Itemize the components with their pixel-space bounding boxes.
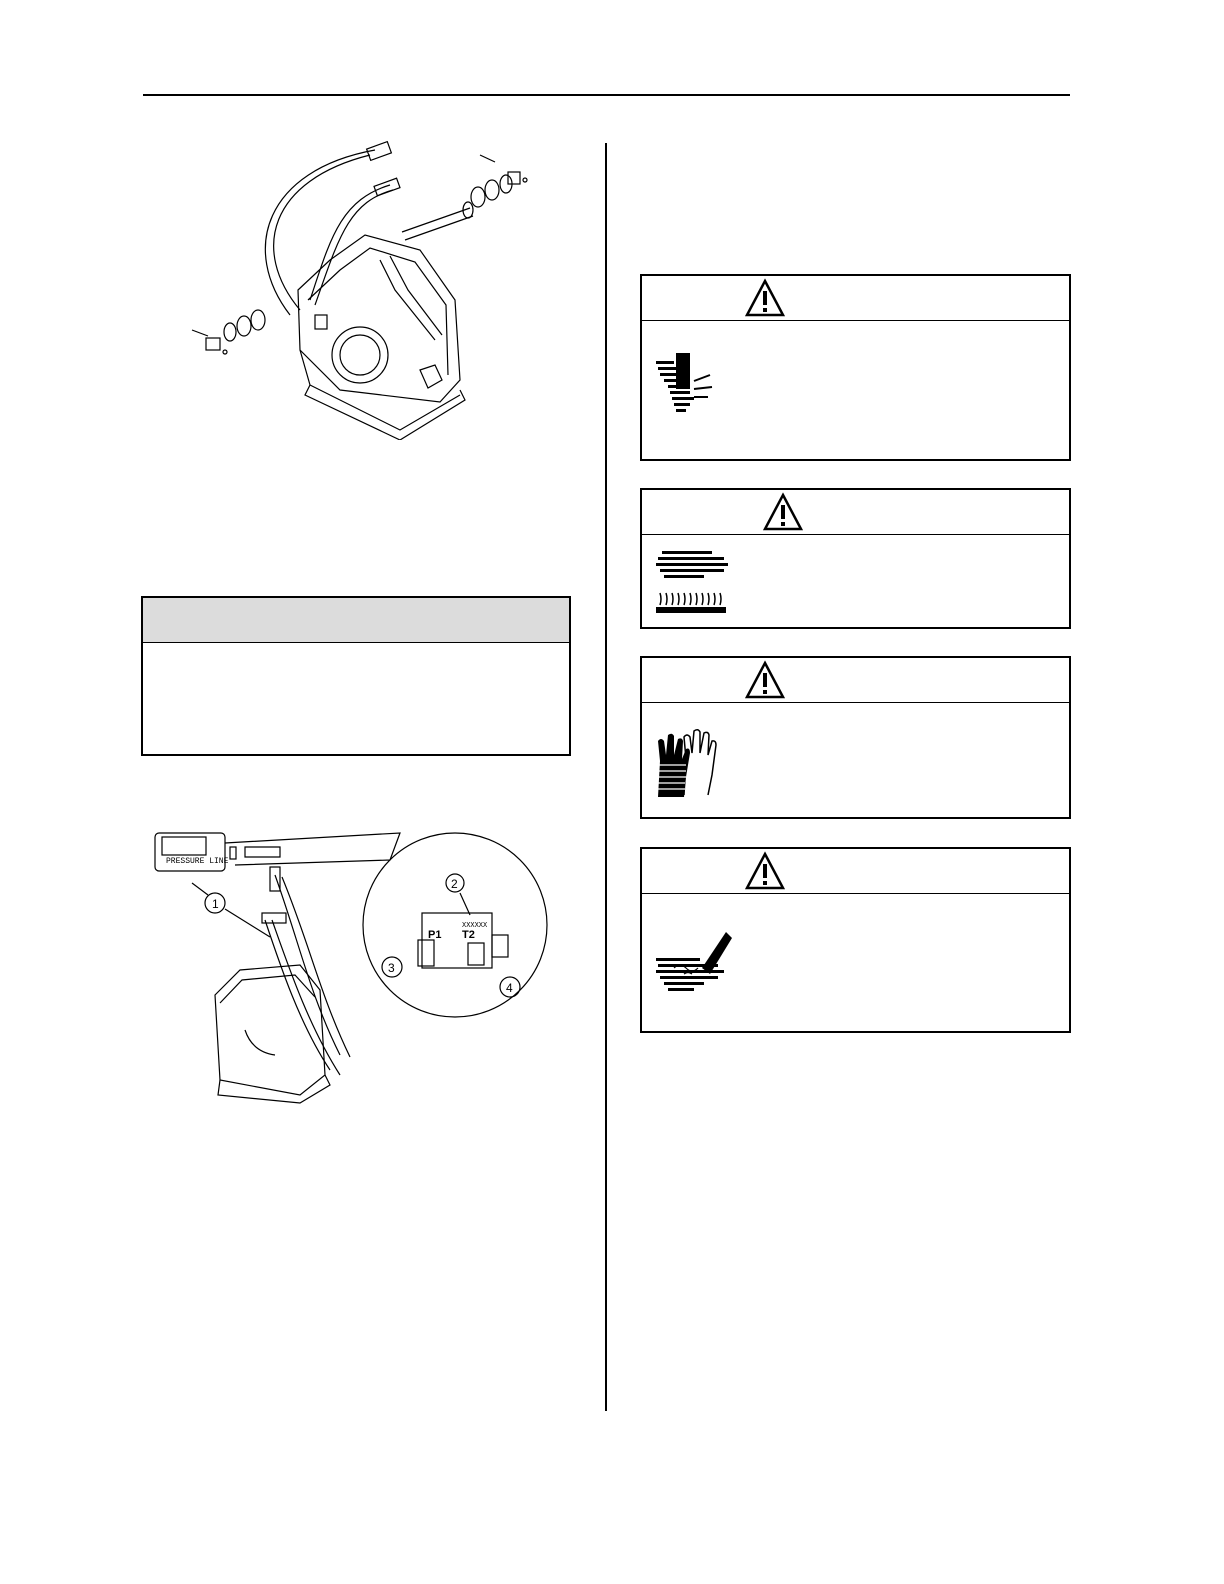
fluid-injection-hand-icon bbox=[654, 928, 734, 1000]
valve-marking-label: XXXXXX bbox=[462, 922, 488, 930]
warning-box-gloves bbox=[640, 656, 1071, 819]
warning-header bbox=[642, 849, 1069, 894]
callout-1-label: 1 bbox=[212, 897, 219, 911]
callout-4-label: 4 bbox=[506, 981, 513, 995]
crush-hazard-hand-icon bbox=[654, 351, 714, 423]
exploded-assembly-figure bbox=[180, 140, 540, 440]
warning-triangle-icon bbox=[744, 851, 786, 891]
pressure-line-tag-text: PRESSURE LINE bbox=[166, 857, 229, 866]
exploded-assembly-drawing bbox=[180, 140, 540, 440]
callout-3-label: 3 bbox=[388, 961, 395, 975]
warning-header bbox=[642, 658, 1069, 703]
callout-2-label: 2 bbox=[451, 877, 458, 891]
warning-box-crush bbox=[640, 274, 1071, 461]
warning-header bbox=[642, 490, 1069, 535]
note-box-header bbox=[143, 598, 569, 643]
warning-triangle-icon bbox=[744, 660, 786, 700]
header-rule bbox=[143, 94, 1070, 96]
warning-triangle-icon bbox=[762, 492, 804, 532]
hot-surface-hand-icon bbox=[654, 549, 730, 617]
warning-box-hot-surface bbox=[640, 488, 1071, 629]
warning-triangle-icon bbox=[744, 278, 786, 318]
gloves-icon bbox=[654, 725, 720, 801]
warning-box-fluid-injection bbox=[640, 847, 1071, 1033]
hose-connection-drawing bbox=[150, 825, 560, 1105]
note-box bbox=[141, 596, 571, 756]
hose-connection-figure bbox=[150, 825, 560, 1105]
port-t2-label: T2 bbox=[462, 929, 475, 941]
warning-header bbox=[642, 276, 1069, 321]
column-divider bbox=[605, 143, 607, 1411]
port-p1-label: P1 bbox=[428, 929, 442, 941]
